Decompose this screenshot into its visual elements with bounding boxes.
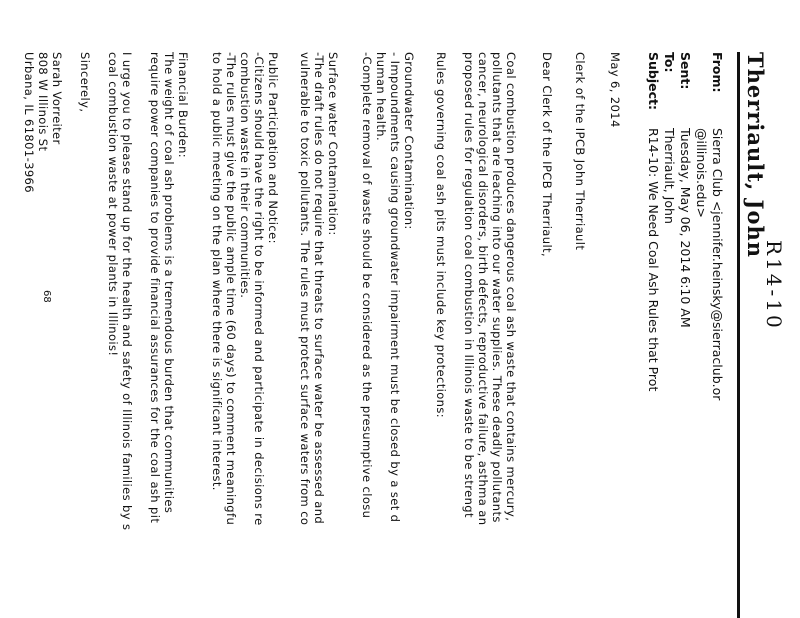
groundwater-line: -Complete removal of waste should be considered as the presumptive closu (360, 52, 374, 519)
groundwater-line: Groundwater Contamination: (402, 52, 416, 230)
intro-line: pollutants that are leaching into our water supplies. These deadly pollutants (490, 52, 504, 523)
public-participation-line: -Citizens should have the right to be informed and participate in decisions re (252, 52, 266, 526)
financial-line: The weight of coal ash problems is a tremendous burden that communities (162, 52, 176, 514)
from-value-1: Sierra Club <jennifer.heinsky@sierraclub.or (710, 128, 725, 401)
closing-line: I urge you to please stand up for the health and safety of Illinois families by s (120, 52, 134, 531)
page-number: 68 (41, 290, 52, 303)
sent-value: Tuesday, May 06, 2014 6:10 AM (678, 128, 693, 328)
sender-name: Therriault, John (743, 52, 768, 259)
intro-line: proposed rules for regulation coal combustion in Illinois waste to be strengt (462, 52, 476, 518)
surface-water-line: Surface water Contamination: (326, 52, 340, 236)
from-value-2: @illinois.edu> (694, 128, 709, 218)
financial-line: Financial Burden: (176, 52, 190, 159)
to-label: To: (662, 52, 677, 73)
subject-value: R14-10: We Need Coal Ash Rules that Prot (646, 128, 661, 392)
public-participation-line: combustion waste in their communities. (238, 52, 252, 299)
signature-line: Urbana, IL 61801-3966 (22, 52, 36, 193)
header-rule (737, 52, 740, 618)
rules-heading: Rules governing coal ash pits must include key protections: (434, 52, 448, 419)
date-line: May 6, 2014 (608, 52, 622, 128)
subject-label: Subject: (646, 52, 661, 110)
public-participation-line: Public Participation and Notice: (266, 52, 280, 244)
financial-line: require power companies to provide financial assurances for the coal ash pit (148, 52, 162, 524)
public-participation-line: to hold a public meeting on the plan where there is significant interest. (210, 52, 224, 491)
public-participation-line: -The rules must give the public ample time (60 days) to comment meaningfu (224, 52, 238, 526)
document-id: R14-10 (762, 240, 786, 331)
to-value: Therriault, John (662, 128, 677, 224)
recipient-line: Clerk of the IPCB John Therriault (573, 52, 587, 251)
signature-line: Sarah Vorreiter (50, 52, 64, 145)
signoff: Sincerely, (78, 52, 92, 113)
intro-line: cancer, neurological disorders, birth defects, reproductive failure, asthma an (476, 52, 490, 526)
groundwater-line: - Impoundments causing groundwater impairment must be closed by a set d (388, 52, 402, 523)
surface-water-line: -The draft rules do not require that threats to surface water be assessed and (312, 52, 326, 525)
salutation: Dear Clerk of the IPCB Therriault, (540, 52, 554, 258)
sent-label: Sent: (678, 52, 693, 90)
intro-line: Coal combustion produces dangerous coal ash waste that contains mercury, (504, 52, 518, 522)
from-label: From: (710, 52, 725, 93)
surface-water-line: vulnerable to toxic pollutants. The rules must protect surface waters from co (298, 52, 312, 526)
closing-line: coal combustion waste at power plants in Illinois! (106, 52, 120, 357)
groundwater-line: human health. (374, 52, 388, 142)
signature-line: 808 W Illinois St (36, 52, 50, 152)
